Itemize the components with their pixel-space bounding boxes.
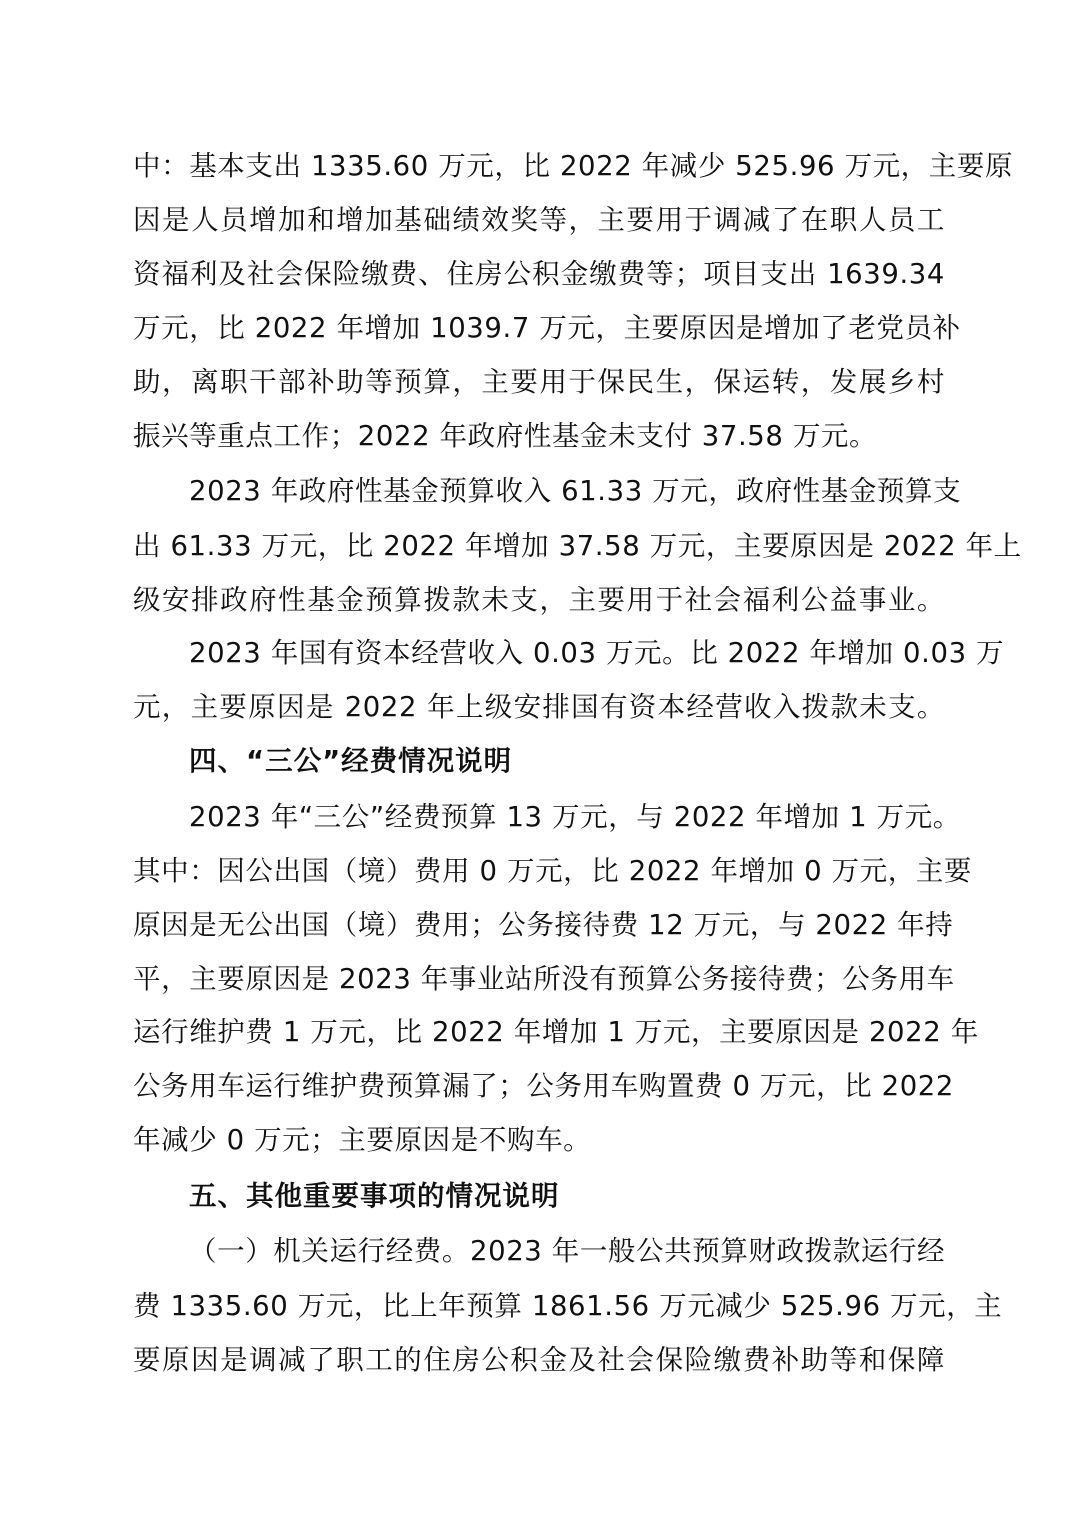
paragraph-line: 2023 年国有资本经营收入 0.03 万元。比 2022 年增加 0.03 万 [189,637,1005,669]
paragraph-line: 助，离职干部补助等预算，主要用于保民生，保运转，发展乡村 [133,366,945,398]
paragraph-line: 振兴等重点工作；2022 年政府性基金未支付 37.58 万元。 [133,420,878,452]
paragraph-line: 2023 年“三公”经费预算 13 万元，与 2022 年增加 1 万元。 [189,801,961,833]
paragraph-line: 费 1335.60 万元，比上年预算 1861.56 万元减少 525.96 万元，主 [133,1290,1003,1322]
section-heading: 五、其他重要事项的情况说明 [189,1180,560,1212]
paragraph-line: 原因是无公出国（境）费用；公务接待费 12 万元，与 2022 年持 [133,909,954,941]
paragraph-line: 年减少 0 万元；主要原因是不购车。 [133,1124,592,1156]
paragraph-line: 级安排政府性基金预算拨款未支，主要用于社会福利公益事业。 [133,584,945,616]
paragraph-line: 2023 年政府性基金预算收入 61.33 万元，政府性基金预算支 [189,475,962,507]
paragraph-line: 因是人员增加和增加基础绩效奖等，主要用于调减了在职人员工 [133,204,945,236]
paragraph-line: 公务用车运行维护费预算漏了；公务用车购置费 0 万元，比 2022 [133,1070,955,1102]
paragraph-line: （一）机关运行经费。2023 年一般公共预算财政拨款运行经 [189,1235,946,1267]
paragraph-line: 元，主要原因是 2022 年上级安排国有资本经营收入拨款未支。 [133,691,945,723]
paragraph-line: 万元，比 2022 年增加 1039.7 万元，主要原因是增加了老党员补 [133,312,961,344]
paragraph-line: 其中：因公出国（境）费用 0 万元，比 2022 年增加 0 万元，主要 [133,855,973,887]
paragraph-line: 资福利及社会保险缴费、住房公积金缴费等；项目支出 1639.34 [133,258,945,290]
paragraph-line: 要原因是调减了职工的住房公积金及社会保险缴费补助等和保障 [133,1344,945,1376]
section-heading: 四、“三公”经费情况说明 [189,745,513,777]
paragraph-line: 中：基本支出 1335.60 万元，比 2022 年减少 525.96 万元，主要原 [133,150,1014,182]
paragraph-line: 运行维护费 1 万元，比 2022 年增加 1 万元，主要原因是 2022 年 [133,1016,979,1048]
paragraph-line: 平，主要原因是 2023 年事业站所没有预算公务接待费；公务用车 [133,963,955,995]
paragraph-line: 出 61.33 万元，比 2022 年增加 37.58 万元，主要原因是 2022 年上 [133,530,1022,562]
